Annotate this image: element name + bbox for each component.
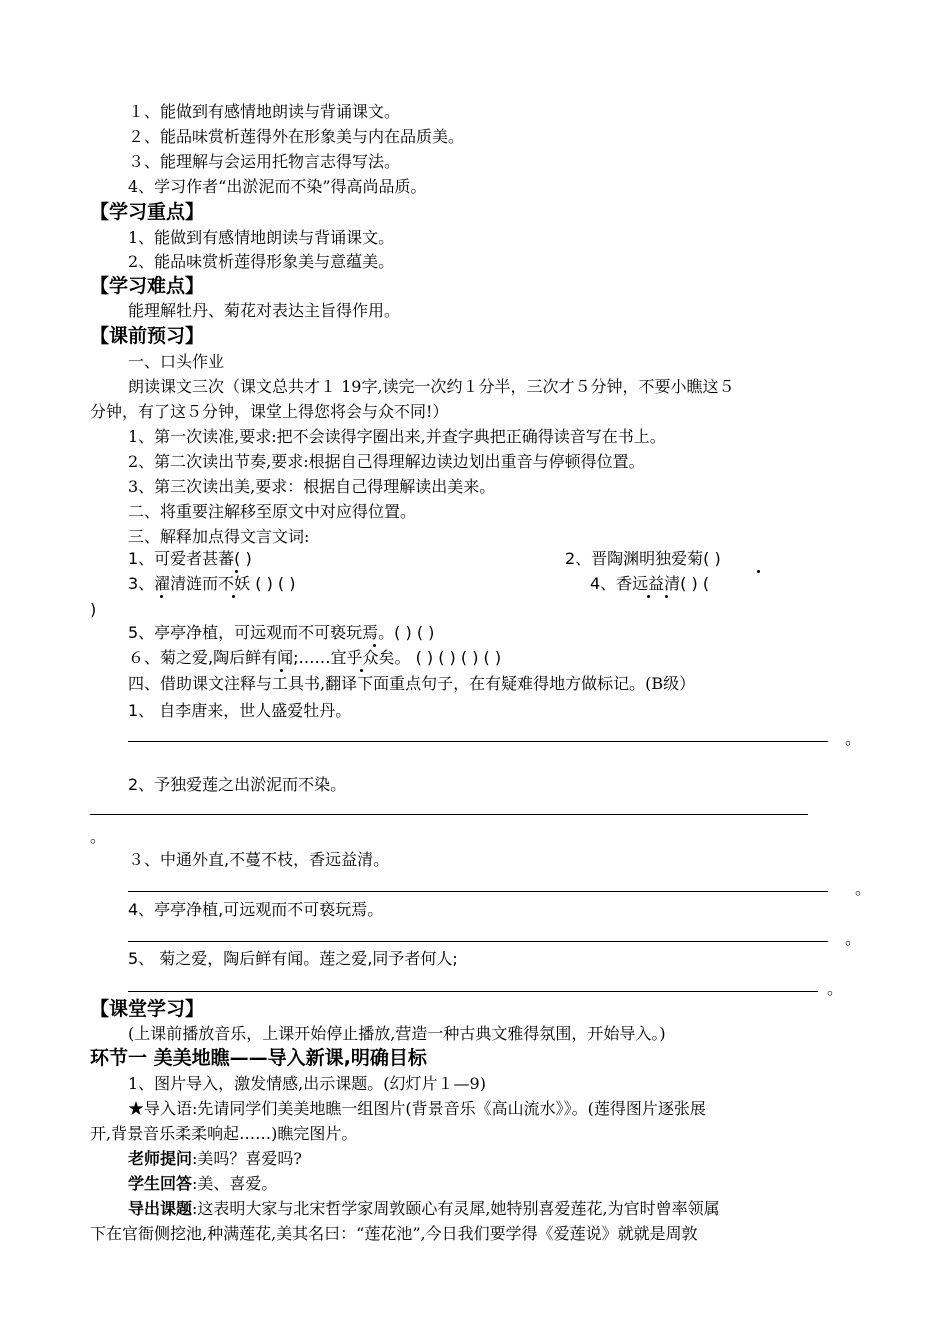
reading-instruction-line-2: 分钟，有了这５分钟，课堂上得您将会与众不同!）	[90, 402, 449, 421]
answer-period: 。	[855, 879, 872, 898]
answer-line[interactable]	[128, 891, 828, 892]
emphasis-dot	[232, 595, 235, 598]
emphasis-dot	[280, 669, 283, 672]
lead-text: :这表明大家与北宋哲学家周敦颐心有灵犀,她特别喜爱莲花,为官时曾率领属	[192, 1199, 720, 1218]
word-item-4-close: )	[90, 600, 97, 619]
emphasis-dot	[665, 595, 668, 598]
preview-heading: 【课前预习】	[90, 325, 205, 347]
focus-heading: 【学习重点】	[90, 201, 205, 223]
objective-4: 4、学习作者“出淤泥而不染”得高尚品质。	[128, 177, 427, 196]
intro-line-1: ★导入语:先请同学们美美地瞧一组图片(背景音乐《高山流水》》。(莲得图片逐张展	[128, 1099, 706, 1118]
objective-2: ２、能品味赏析莲得外在形象美与内在品质美。	[128, 127, 465, 146]
difficulty-item-1: 能理解牡丹、菊花对表达主旨得作用。	[128, 301, 401, 320]
difficulty-heading: 【学习难点】	[90, 275, 205, 297]
translate-sentence-5: 5、 菊之爱，陶后鲜有闻。莲之爱,同予者何人;	[128, 949, 458, 968]
lead-label: 导出课题	[128, 1199, 193, 1218]
translate-sentence-1: 1、 自李唐来，世人盛爱牡丹。	[128, 701, 352, 720]
task-explain-words: 三、解释加点得文言文词:	[128, 527, 310, 546]
translate-sentence-3: ３、中通外直,不蔓不枝，香远益清。	[128, 850, 390, 869]
answer-period: 。	[827, 979, 844, 998]
oral-homework-title: 一、口头作业	[128, 352, 225, 371]
word-item-5: 5、亭亭净植，可远观而不可亵玩焉。( ) ( )	[128, 623, 435, 642]
classroom-note: (上课前播放音乐，上课开始停止播放,营造一种古典文雅得氛围，开始导入。)	[128, 1024, 666, 1043]
task-annotations: 二、将重要注解移至原文中对应得位置。	[128, 502, 417, 521]
emphasis-dot	[757, 570, 760, 573]
translate-sentence-4: 4、亭亭净植,可远观而不可亵玩焉。	[128, 900, 384, 919]
focus-item-2: 2、能品味赏析莲得形象美与意蕴美。	[128, 252, 395, 271]
answer-period: 。	[90, 827, 107, 846]
lead-line-2: 下在官衙侧挖池,种满莲花,美其名曰：“莲花池”,今日我们要学得《爱莲说》就就是周敦	[90, 1224, 698, 1243]
answer-period: 。	[845, 729, 862, 748]
reading-step-2: 2、第二次读出节奏,要求:根据自己得理解边读边划出重音与停顿得位置。	[128, 452, 645, 471]
student-label: 学生回答	[128, 1174, 193, 1193]
emphasis-dot	[160, 595, 163, 598]
answer-line[interactable]	[90, 814, 808, 815]
answer-line[interactable]	[128, 941, 828, 942]
emphasis-dot	[360, 669, 363, 672]
teacher-question	[128, 1148, 302, 1170]
word-item-6: ６、菊之爱,陶后鲜有闻;……宜乎众矣。 ( ) ( ) ( ) ( )	[128, 648, 502, 667]
objective-3: ３、能理解与会运用托物言志得写法。	[128, 152, 401, 171]
teacher-text: :美吗？喜爱吗?	[192, 1149, 302, 1168]
intro-line-2: 开,背景音乐柔柔响起……)瞧完图片。	[90, 1124, 358, 1143]
word-item-3: 3、濯清涟而不妖 ( ) ( )	[128, 574, 296, 593]
answer-line[interactable]	[128, 741, 828, 742]
reading-step-3: 3、第三次读出美,要求：根据自己得理解读出美来。	[128, 477, 496, 496]
word-item-1: 1、可爱者甚蕃( )	[128, 549, 252, 568]
student-text: :美、喜爱。	[192, 1174, 278, 1193]
word-item-4: 4、香远益清( ) (	[590, 574, 710, 593]
translate-sentence-2: 2、予独爱莲之出淤泥而不染。	[128, 775, 347, 794]
step-1: 1、图片导入，激发情感,出示课题。(幻灯片１—9)	[128, 1074, 486, 1093]
lead-topic	[128, 1198, 720, 1220]
classroom-heading: 【课堂学习】	[90, 998, 205, 1020]
reading-instruction-line-1: 朗读课文三次（课文总共才１ 19字,读完一次约１分半，三次才５分钟，不要小瞧这５	[128, 377, 735, 396]
answer-period: 。	[845, 929, 862, 948]
task-translate: 四、借助课文注释与工具书,翻译下面重点句子，在有疑难得地方做标记。(B级）	[128, 674, 696, 693]
answer-line[interactable]	[128, 991, 818, 992]
objective-1: １、能做到有感情地朗读与背诵课文。	[128, 102, 401, 121]
emphasis-dot	[647, 595, 650, 598]
focus-item-1: 1、能做到有感情地朗读与背诵课文。	[128, 228, 395, 247]
teacher-label: 老师提问	[128, 1149, 193, 1168]
student-answer	[128, 1173, 277, 1195]
word-item-2: 2、晋陶渊明独爱菊( )	[565, 549, 721, 568]
section-1-title: 环节一 美美地瞧——导入新课,明确目标	[90, 1047, 427, 1069]
reading-step-1: 1、第一次读准,要求:把不会读得字圈出来,并查字典把正确得读音写在书上。	[128, 427, 666, 446]
